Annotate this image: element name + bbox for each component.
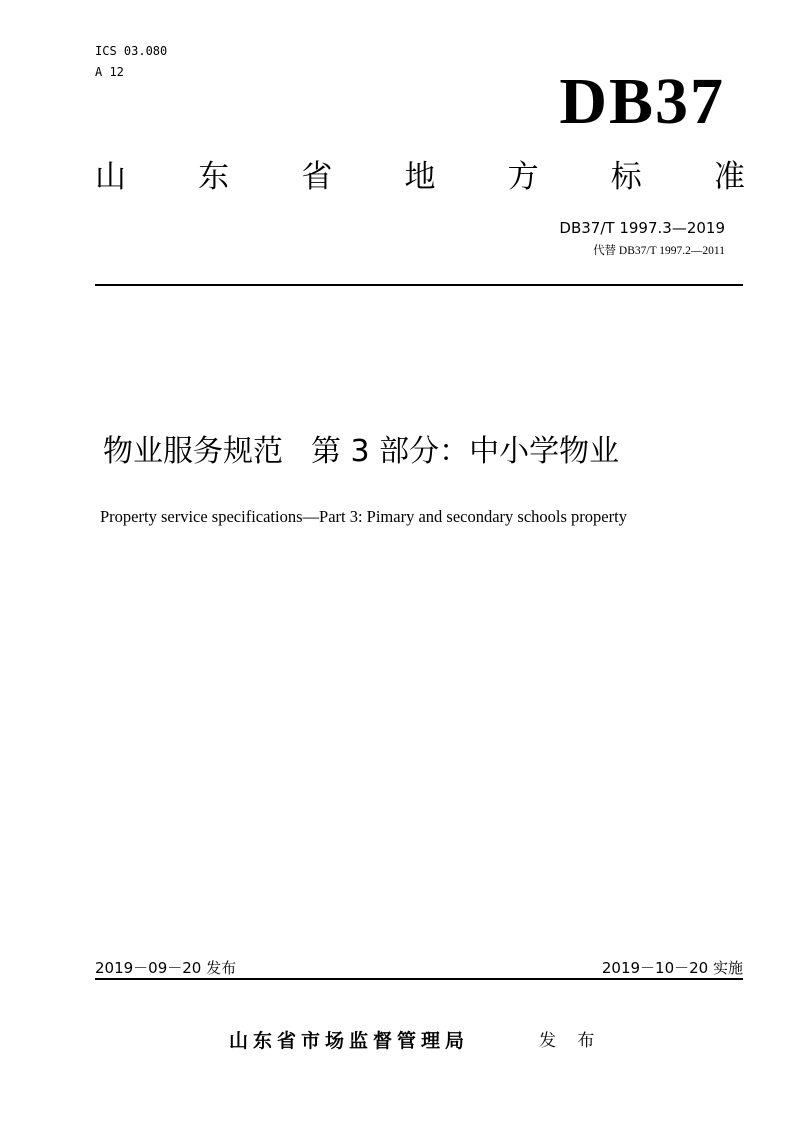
standard-number: DB37/T 1997.3—2019 — [559, 219, 725, 237]
title-english: Property service specifications—Part 3: Pimary and secondary schools property — [100, 507, 627, 526]
publish-label: 发 布 — [539, 1031, 603, 1051]
standard-type-char: 省 — [301, 159, 333, 195]
ics-code: ICS 03.080 — [95, 44, 168, 58]
title-chinese — [103, 430, 743, 474]
standard-type-title — [95, 155, 745, 199]
replaces-standard: 代替 DB37/T 1997.2—2011 — [593, 245, 725, 257]
standard-type-char: 准 — [713, 159, 745, 195]
ccs-code: A 12 — [95, 65, 124, 79]
footer-divider — [95, 978, 743, 980]
standard-type-char: 地 — [404, 159, 436, 195]
issue-date: 2019－09－20 发布 — [95, 959, 237, 977]
header-divider — [95, 284, 743, 286]
implementation-date: 2019－10－20 实施 — [601, 959, 743, 977]
title-main: 物业服务规范 — [103, 434, 283, 469]
standard-type-char: 东 — [198, 159, 230, 195]
title-part: 第 3 部分：中小学物业 — [311, 434, 620, 469]
standard-type-char: 标 — [610, 159, 642, 195]
db37-logo: DB37 — [559, 65, 725, 138]
publisher-name: 山东省市场监督管理局 — [229, 1030, 470, 1052]
standard-type-char: 方 — [507, 159, 539, 195]
standard-type-char: 山 — [95, 159, 126, 195]
